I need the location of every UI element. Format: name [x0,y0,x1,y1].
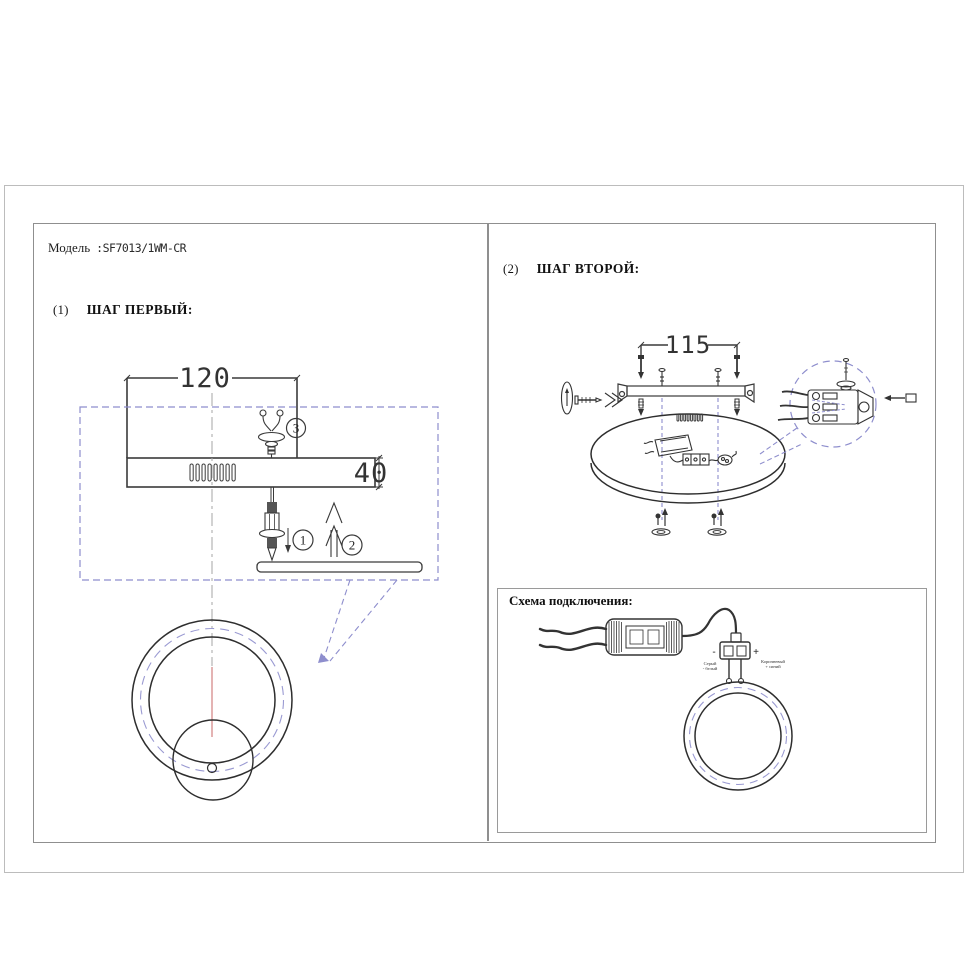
detail-leaders [760,428,802,464]
canopy-profile-drawing [124,375,383,490]
connector-plus: + [753,647,759,658]
step1-heading [53,302,193,318]
mounting-bar [618,384,754,402]
ring-feed-wires [729,659,741,679]
canopy-drawing [591,414,785,503]
step1-drawing [35,360,465,835]
step1-number: (1) [53,303,69,317]
sphere-counterweight [173,720,253,800]
callout-3 [287,419,306,438]
step1-title: ШАГ ПЕРВЫЙ: [86,302,193,317]
input-wires [540,628,606,650]
output-wire [682,609,736,636]
wire-label-left: Серый - белый [702,661,718,671]
step2-heading [503,261,640,277]
detail-leader-lines [324,580,397,661]
connection-drawing [498,589,926,832]
mount-screw-part [260,487,285,560]
bar-pins [659,369,721,387]
ring-lamp-connection [684,682,792,790]
arrow-down-1 [285,528,291,553]
canopy-vents [677,414,703,421]
model-label: Модель [48,240,91,255]
leader-arrowhead [318,653,329,663]
terminal-detail [778,359,916,448]
connection-box [497,588,927,833]
dim-40-label: 40 [353,458,389,489]
dim-120-label: 120 [179,363,231,394]
step2-title: ШАГ ВТОРОЙ: [536,261,640,276]
model-row [48,240,186,256]
step2-number: (2) [503,262,519,276]
ceiling-plate [257,562,422,572]
suspension-grip-part [259,410,285,458]
anchor-hardware [562,382,623,414]
column-divider [487,223,489,841]
detail-dashed-box [80,407,438,580]
callout-1 [293,530,313,550]
connection-title: Схема подключения: [509,593,633,608]
step2-drawing [550,332,935,544]
bottom-screws [652,508,726,535]
led-driver [606,619,682,655]
svg-text:2: 2 [348,537,356,553]
svg-text:3: 3 [292,420,300,436]
vent-slots [190,464,235,481]
wire-label-right: Коричневый + синий [761,659,785,669]
model-value: :SF7013/1WM-CR [96,241,187,255]
arrow-up-double [326,503,342,557]
callout-2 [342,535,362,555]
connector-block [720,642,750,659]
internal-driver [644,435,736,465]
dim-115-label: 115 [664,332,712,359]
plug [731,633,741,642]
svg-text:1: 1 [299,532,307,548]
connector-minus: - [712,647,716,658]
